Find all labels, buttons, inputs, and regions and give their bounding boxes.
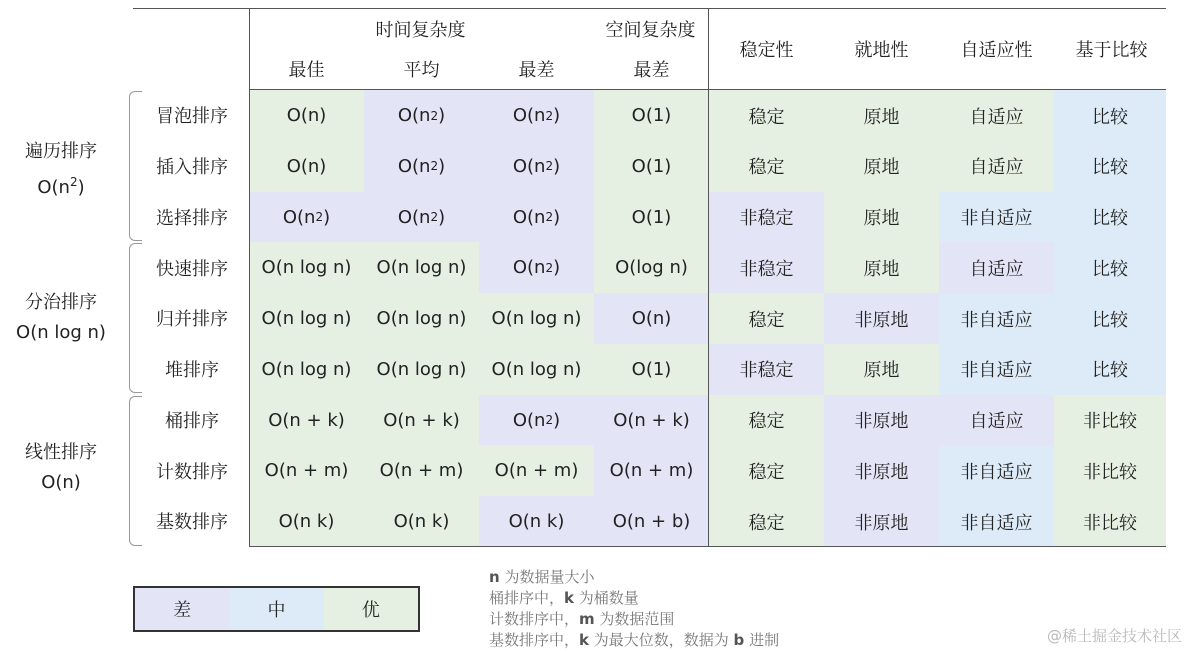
table-cell: 非稳定 xyxy=(709,242,824,293)
header-time-complexity: 时间复杂度 xyxy=(375,20,466,41)
table-cell: 比较 xyxy=(1054,344,1166,395)
group-label-linear: 线性排序 O(n) xyxy=(25,442,97,493)
table-cell: O(n + m) xyxy=(594,445,709,496)
table-cell: 非比较 xyxy=(1054,445,1166,496)
table-cell: O(n log n) xyxy=(479,344,594,395)
group-bracket-traversal xyxy=(129,91,142,241)
table-cell: 稳定 xyxy=(709,293,824,344)
table-cell: O(n 2 ) xyxy=(249,192,364,243)
notes xyxy=(489,567,779,651)
algorithm-name: 快速排序 xyxy=(156,258,228,280)
group-label-divide-conquer: 分治排序 O(n log n) xyxy=(16,292,106,343)
algorithm-name: 基数排序 xyxy=(156,512,228,534)
table-cell: 比较 xyxy=(1054,141,1166,192)
header-adaptive: 自适应性 xyxy=(960,40,1033,61)
table-cell: O(n 2 ) xyxy=(479,242,594,293)
table-cell: 比较 xyxy=(1054,293,1166,344)
table-cell: O(n + k) xyxy=(249,395,364,446)
table-cell: 非稳定 xyxy=(709,192,824,243)
header-comparison: 基于比较 xyxy=(1075,40,1148,61)
table-cell: O(n k) xyxy=(364,496,479,547)
table-cell: 比较 xyxy=(1054,242,1166,293)
table-cell: O(n 2 ) xyxy=(364,90,479,141)
table-cell: O(1) xyxy=(594,192,709,243)
watermark: @稀土掘金技术社区 xyxy=(1046,627,1182,645)
table-cell: 自适应 xyxy=(939,141,1054,192)
group-bracket-divide-conquer xyxy=(129,243,142,393)
table-cell: O(n) xyxy=(249,141,364,192)
table-cell: O(n k) xyxy=(249,496,364,547)
table-cell: O(n log n) xyxy=(364,344,479,395)
algorithm-name: 插入排序 xyxy=(156,157,228,179)
table-cell: O(n log n) xyxy=(249,293,364,344)
table-cell: O(n) xyxy=(249,90,364,141)
group-label-traversal: 遍历排序 $O(n^2)$ xyxy=(25,141,97,198)
header-space-worst: 最差 xyxy=(633,60,670,81)
header-space-complexity: 空间复杂度 xyxy=(605,20,696,41)
table-cell: 自适应 xyxy=(939,242,1054,293)
group-bracket-linear xyxy=(129,396,142,546)
table-cell: 非自适应 xyxy=(939,496,1054,547)
table-cell: O(n + k) xyxy=(364,395,479,446)
algorithm-name: 归并排序 xyxy=(156,309,228,331)
note-line: n 为数据量大小 xyxy=(489,568,595,586)
header-worst: 最差 xyxy=(518,60,555,81)
table-cell: 自适应 xyxy=(939,395,1054,446)
header-stability: 稳定性 xyxy=(739,40,794,61)
table-cell: 非自适应 xyxy=(939,445,1054,496)
table-cell: 非比较 xyxy=(1054,496,1166,547)
table-cell: O(1) xyxy=(594,90,709,141)
table-cell: 稳定 xyxy=(709,445,824,496)
table-cell: 原地 xyxy=(824,141,939,192)
table-cell: 稳定 xyxy=(709,395,824,446)
table-cell: 原地 xyxy=(824,242,939,293)
table-cell: O(n log n) xyxy=(364,242,479,293)
table-cell: O(n) xyxy=(594,293,709,344)
header-average: 平均 xyxy=(403,60,440,81)
algorithm-name: 冒泡排序 xyxy=(156,106,228,128)
table-cell: 原地 xyxy=(824,90,939,141)
table-cell: O(n log n) xyxy=(249,242,364,293)
table-cell: O(n + m) xyxy=(479,445,594,496)
note-line: 基数排序中，k 为最大位数，数据为 b 进制 xyxy=(489,631,780,649)
table-cell: 非原地 xyxy=(824,395,939,446)
legend-mid: 中 xyxy=(229,588,323,630)
table-cell: 稳定 xyxy=(709,496,824,547)
property-column-rule xyxy=(708,8,709,546)
table-cell: 非自适应 xyxy=(939,192,1054,243)
table-cell: O(n 2 ) xyxy=(479,395,594,446)
table-cell: O(1) xyxy=(594,344,709,395)
table-cell: O(n 2 ) xyxy=(364,192,479,243)
algorithm-name: 计数排序 xyxy=(156,461,228,483)
table-cell: O(n 2 ) xyxy=(364,141,479,192)
table-cell: 非自适应 xyxy=(939,344,1054,395)
note-line: 桶排序中，k 为桶数量 xyxy=(489,589,639,607)
table-cell: O(log n) xyxy=(594,242,709,293)
table-cell: O(n + k) xyxy=(594,395,709,446)
table-cell: 稳定 xyxy=(709,141,824,192)
table-cell: O(n + m) xyxy=(249,445,364,496)
table-cell: O(n log n) xyxy=(249,344,364,395)
table-cell: O(n 2 ) xyxy=(479,141,594,192)
table-cell: 非比较 xyxy=(1054,395,1166,446)
algorithm-name: 堆排序 xyxy=(165,360,219,382)
table-cell: O(1) xyxy=(594,141,709,192)
table-cell: 非原地 xyxy=(824,293,939,344)
table-cell: 稳定 xyxy=(709,90,824,141)
table-bottom-rule xyxy=(249,546,1166,547)
algorithm-name: 桶排序 xyxy=(165,410,219,432)
table-cell: O(n 2 ) xyxy=(479,192,594,243)
note-line: 计数排序中，m 为数据范围 xyxy=(489,610,675,628)
algorithm-name: 选择排序 xyxy=(156,207,228,229)
rating-legend xyxy=(133,586,420,632)
table-cell: O(n 2 ) xyxy=(479,90,594,141)
header-best: 最佳 xyxy=(288,60,325,81)
table-cell: O(n k) xyxy=(479,496,594,547)
table-top-rule xyxy=(133,8,1166,9)
table-cell: O(n + b) xyxy=(594,496,709,547)
table-cell: O(n log n) xyxy=(364,293,479,344)
table-cell: O(n + m) xyxy=(364,445,479,496)
table-cell: 比较 xyxy=(1054,192,1166,243)
table-cell: 非原地 xyxy=(824,445,939,496)
legend-bad: 差 xyxy=(135,588,229,630)
table-cell: 比较 xyxy=(1054,90,1166,141)
table-cell: 非自适应 xyxy=(939,293,1054,344)
table-cell: O(n log n) xyxy=(479,293,594,344)
legend-good: 优 xyxy=(324,588,418,630)
table-cell: 原地 xyxy=(824,344,939,395)
header-in-place: 就地性 xyxy=(854,40,909,61)
name-column-rule xyxy=(249,8,250,546)
table-cell: 自适应 xyxy=(939,90,1054,141)
table-cell: 非稳定 xyxy=(709,344,824,395)
table-cell: 原地 xyxy=(824,192,939,243)
table-cell: 非原地 xyxy=(824,496,939,547)
